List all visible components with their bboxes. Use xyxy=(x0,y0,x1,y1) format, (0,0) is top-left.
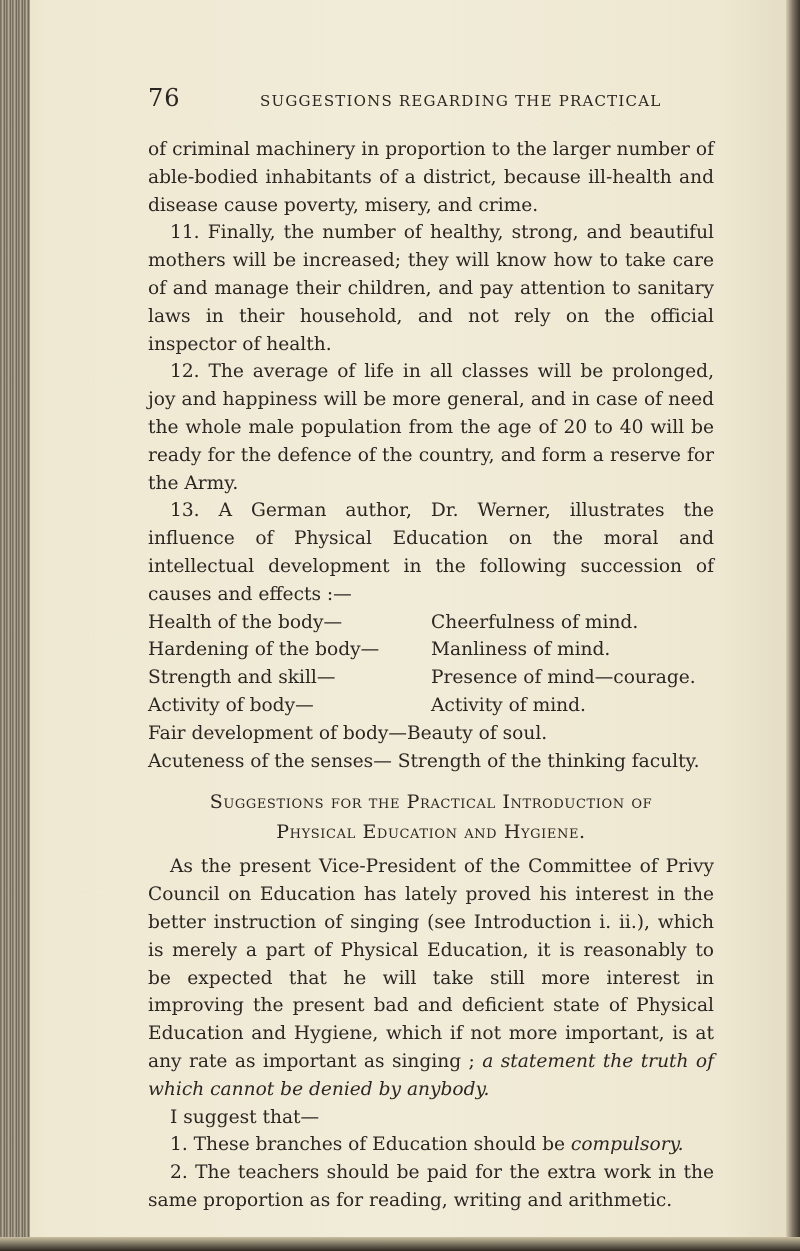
section-intro xyxy=(148,853,714,1103)
suggestion-2: 2. The teachers should be paid for the extra work in the same proportion as for reading, writing and arithmetic. xyxy=(148,1162,714,1211)
effect-cause: Strength and skill— xyxy=(148,667,336,689)
effects-row xyxy=(148,692,714,720)
page-binding-shadow-left xyxy=(0,0,30,1251)
page-header xyxy=(148,84,688,112)
paragraph-13: 13. A German author, Dr. Werner, illustrates the influence of Physical Education on the moral and intellectual development in the following succession of causes and effects :— xyxy=(148,500,714,605)
page-body xyxy=(148,136,714,1215)
paragraph-continuation: of criminal machinery in proportion to the larger number of able-bodied inhabitants of a district, because ill-health and disease cause poverty, misery, and crime. xyxy=(148,139,714,216)
suggestion-1-text: 1. These branches of Education should be xyxy=(170,1134,565,1156)
effects-row-full xyxy=(148,720,714,748)
page-number: 76 xyxy=(148,84,181,112)
section-intro-text: As the present Vice-President of the Committee of Privy Council on Education has lately proved his interest in the better instruction of singing (see Introduction i. ii.), which is merely a part of Physical Education, it is reasonably to be expected that he will take still more interest in improving the present bad and deficient state of Physical Education and Hygiene, which if not more important, is at any rate as important as singing ; xyxy=(148,856,714,1072)
effect-cause: Hardening of the body— xyxy=(148,639,380,661)
effect-cause: Health of the body— xyxy=(148,611,343,633)
suggest-line: I suggest that— xyxy=(170,1106,320,1128)
effects-row xyxy=(148,664,714,692)
effect-result: Presence of mind—courage. xyxy=(431,667,696,689)
effects-list xyxy=(148,609,714,776)
effect-line: Acuteness of the senses— Strength of the thinking faculty. xyxy=(148,750,700,772)
effect-result: Activity of mind. xyxy=(431,694,586,716)
running-head: SUGGESTIONS REGARDING THE PRACTICAL xyxy=(260,92,662,110)
paragraph-12: 12. The average of life in all classes will be prolonged, joy and happiness will be more general, and in case of need the whole male population from the age of 20 to 40 will be ready for the defence of the country, and form a reserve for the Army. xyxy=(148,361,714,494)
page-edge-right xyxy=(786,0,800,1251)
page-edge-bottom xyxy=(0,1237,800,1251)
effect-cause: Activity of body— xyxy=(148,694,314,716)
effect-line: Fair development of body—Beauty of soul. xyxy=(148,722,548,744)
suggestion-1 xyxy=(148,1131,714,1159)
paragraph-11: 11. Finally, the number of healthy, strong, and beautiful mothers will be increased; they will know how to take care of and manage their children, and pay attention to sanitary laws in their household, and not rely on the official inspector of health. xyxy=(148,222,714,355)
section-heading xyxy=(148,787,714,847)
effect-result: Manliness of mind. xyxy=(431,639,611,661)
effects-row-full xyxy=(148,748,714,776)
suggestion-1-italic: compulsory. xyxy=(570,1134,684,1156)
effect-result: Cheerfulness of mind. xyxy=(431,611,639,633)
section-heading-line-2: Physical Education and Hygiene. xyxy=(276,821,586,844)
section-intro-italic: a statement the truth of which cannot be denied by anybody. xyxy=(148,1050,714,1100)
section-heading-line-1: Suggestions for the Practical Introduction of xyxy=(209,791,653,814)
effects-row xyxy=(148,609,714,637)
effects-row xyxy=(148,636,714,664)
